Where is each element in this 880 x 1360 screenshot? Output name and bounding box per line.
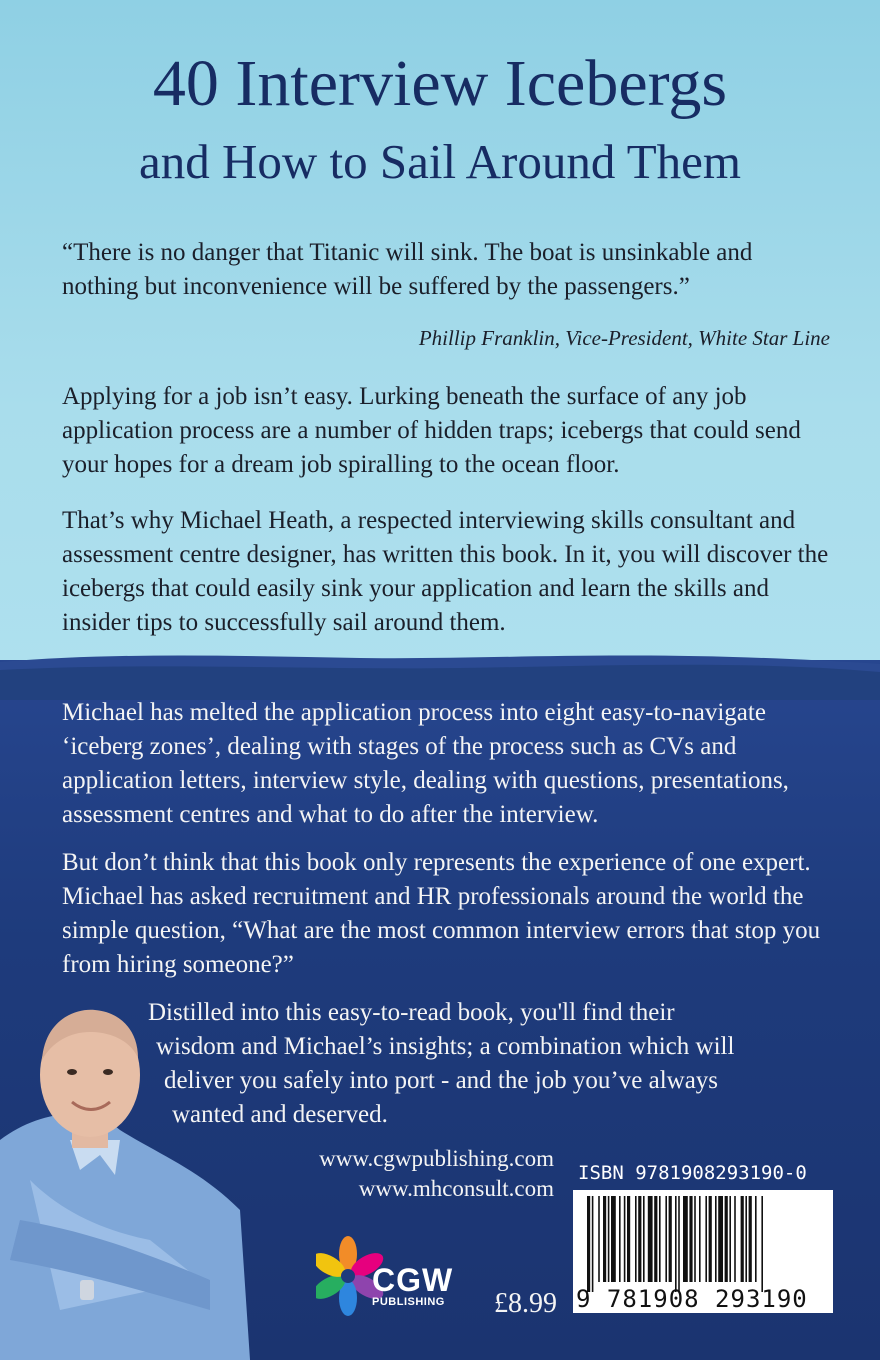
barcode-bar (761, 1196, 763, 1292)
barcode-bar (705, 1196, 707, 1282)
publisher-logo-subtext: PUBLISHING (372, 1296, 445, 1308)
quote-attribution: Phillip Franklin, Vice-President, White Star Line (418, 326, 830, 350)
barcode-bar (694, 1196, 696, 1282)
barcode-bar (749, 1196, 752, 1282)
blurb-line: wisdom and Michael’s insights; a combination which will (156, 1033, 735, 1060)
barcode-bar (745, 1196, 747, 1282)
book-subtitle: and How to Sail Around Them (138, 134, 742, 189)
barcode-bar (619, 1196, 621, 1282)
barcode-bar (709, 1196, 712, 1282)
barcode-bar (665, 1196, 667, 1282)
barcode-bar (654, 1196, 657, 1282)
barcode-digits: 9 781908 293190 (576, 1285, 808, 1313)
barcode-bar (638, 1196, 641, 1282)
barcode-bar (611, 1196, 616, 1282)
barcode-bar (635, 1196, 637, 1282)
blurb-line: deliver you safely into port - and the job you’ve always (164, 1067, 719, 1094)
barcode-bar (729, 1196, 731, 1282)
barcode-bar (683, 1196, 688, 1282)
blurb-paragraph-4: But don’t think that this book only represents the experience of one expert. Michael has asked recruitment and HR professionals around the world the simple question, “What are the most common interview errors that stop you from hiring someone?” (62, 849, 821, 978)
author-website-link[interactable]: www.mhconsult.com (358, 1176, 554, 1201)
barcode-bar (669, 1196, 672, 1282)
barcode-bar (592, 1196, 594, 1292)
barcode-bar (587, 1196, 590, 1292)
barcode-bar (603, 1196, 606, 1282)
barcode-bar (608, 1196, 610, 1282)
barcode-bar (627, 1196, 630, 1282)
barcode-bar (734, 1196, 736, 1282)
book-title: 40 Interview Icebergs (152, 47, 728, 120)
blurb-paragraph-2: That’s why Michael Heath, a respected interviewing skills consultant and assessment centre designer, has written this book. In it, you will discover the icebergs that could easily sink your application and learn the skills and insider tips to successfully sail around them. (62, 507, 829, 636)
epigraph-quote: “There is no danger that Titanic will sink. The boat is unsinkable and nothing but inconvenience will be suffered by the passengers.” (62, 239, 753, 300)
barcode-bar (755, 1196, 757, 1282)
barcode-bar (659, 1196, 661, 1282)
publisher-website-link[interactable]: www.cgwpublishing.com (319, 1146, 554, 1171)
author-portrait (0, 980, 250, 1360)
blurb-paragraph-5 (148, 996, 828, 1132)
barcode-bar (678, 1196, 680, 1292)
blurb-paragraph-1: Applying for a job isn’t easy. Lurking beneath the surface of any job application process are a number of hidden traps; icebergs that could send your hopes for a dream job spiralling to the ocean floor. (62, 383, 801, 478)
barcode-bar (598, 1196, 600, 1282)
blurb-line: wanted and deserved. (172, 1101, 388, 1128)
barcode-bar (675, 1196, 677, 1292)
publisher-logo-text: CGW (372, 1262, 454, 1298)
barcode-bar (624, 1196, 626, 1282)
blurb-paragraph-3: Michael has melted the application process into eight easy-to-navigate ‘iceberg zones’, dealing with stages of the process such as CVs and application letters, interview style, dealing with questions, presentations, assessment centres and what to do after the interview. (62, 699, 789, 828)
barcode-bar (715, 1196, 717, 1282)
price-label: £8.99 (494, 1288, 557, 1319)
isbn-label: ISBN 9781908293190-0 (578, 1162, 807, 1184)
barcode-bar (689, 1196, 692, 1282)
barcode-bar (718, 1196, 723, 1282)
barcode-bar (741, 1196, 744, 1282)
barcode-bar (725, 1196, 728, 1282)
wave-divider (0, 640, 880, 700)
barcode-bar (648, 1196, 653, 1282)
barcode-bar (699, 1196, 701, 1282)
barcode-bar (643, 1196, 645, 1282)
blurb-line: Distilled into this easy-to-read book, you'll find their (148, 999, 675, 1026)
